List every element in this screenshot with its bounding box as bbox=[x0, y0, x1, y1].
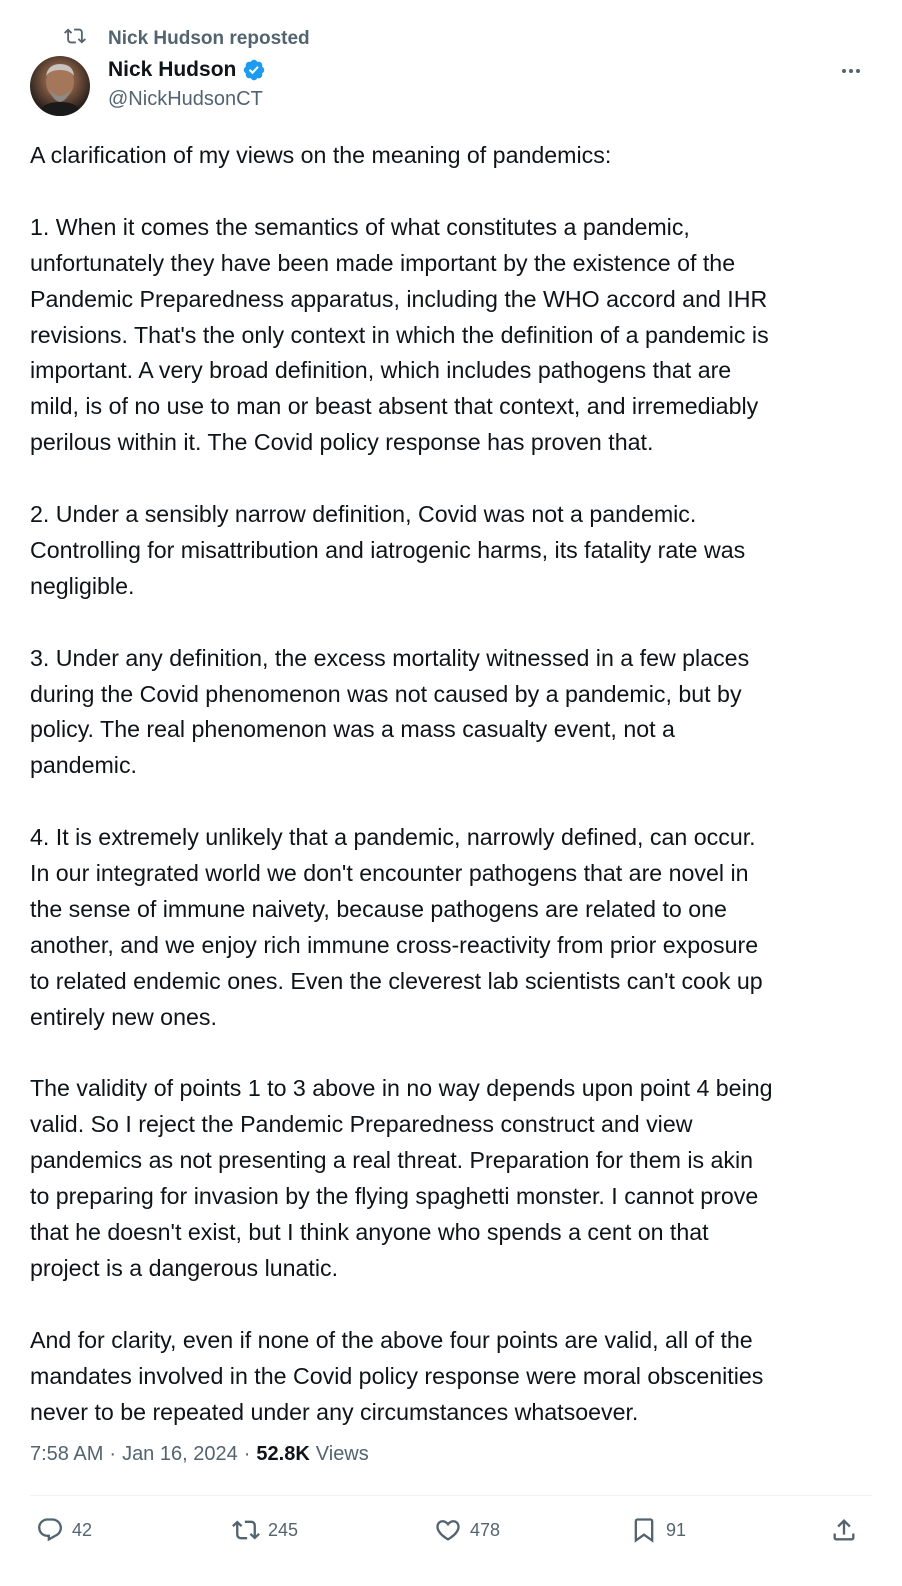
tweet-text-line: revisions. That's the only context in which the definition of a pandemic is bbox=[30, 321, 769, 348]
verified-badge-icon[interactable] bbox=[242, 58, 266, 82]
like-button[interactable] bbox=[434, 1510, 500, 1550]
paragraph-gap bbox=[30, 174, 880, 210]
tweet-text-line: during the Covid phenomenon was not caused by a pandemic, but by bbox=[30, 680, 742, 707]
tweet-time[interactable]: 7:58 AM bbox=[30, 1442, 104, 1465]
author-display-name[interactable]: Nick Hudson bbox=[108, 58, 237, 81]
tweet-text bbox=[30, 138, 880, 1431]
tweet-text-line: 2. Under a sensibly narrow definition, Covid was not a pandemic. bbox=[30, 501, 697, 528]
paragraph-gap bbox=[30, 1036, 880, 1072]
tweet-text-line: important. A very broad definition, which includes pathogens that are bbox=[30, 357, 732, 384]
tweet-text-line: mandates involved in the Covid policy response were moral obscenities bbox=[30, 1362, 764, 1389]
tweet-text-line: 3. Under any definition, the excess mortality witnessed in a few places bbox=[30, 644, 750, 671]
tweet-text-line: mild, is of no use to man or beast absent that context, and irremediably bbox=[30, 393, 759, 420]
tweet-text-line: negligible. bbox=[30, 572, 135, 599]
tweet-text-line: And for clarity, even if none of the above four points are valid, all of the bbox=[30, 1326, 753, 1353]
tweet-text-line: In our integrated world we don't encounter pathogens that are novel in bbox=[30, 860, 749, 887]
share-button[interactable] bbox=[830, 1510, 858, 1550]
paragraph-gap bbox=[30, 461, 880, 497]
tweet-text-line: 1. When it comes the semantics of what constitutes a pandemic, bbox=[30, 213, 690, 240]
author-handle[interactable]: @NickHudsonCT bbox=[108, 88, 263, 110]
bookmark-icon bbox=[630, 1516, 658, 1544]
repost-button[interactable] bbox=[232, 1510, 298, 1550]
paragraph-gap bbox=[30, 1287, 880, 1323]
repost-icon bbox=[232, 1516, 260, 1544]
views-label[interactable]: Views bbox=[315, 1442, 369, 1465]
tweet-text-line: entirely new ones. bbox=[30, 1003, 217, 1030]
action-bar bbox=[30, 1510, 872, 1550]
tweet-date[interactable]: Jan 16, 2024 bbox=[122, 1442, 238, 1465]
tweet-text-line: Controlling for misattribution and iatrogenic harms, its fatality rate was bbox=[30, 536, 746, 563]
author-name-row[interactable] bbox=[108, 56, 266, 84]
repost-count: 245 bbox=[268, 1519, 299, 1540]
tweet-text-line: The validity of points 1 to 3 above in no way depends upon point 4 being bbox=[30, 1075, 773, 1102]
meta-separator: · bbox=[243, 1442, 251, 1465]
tweet-text-line: that he doesn't exist, but I think anyone who spends a cent on that bbox=[30, 1219, 709, 1246]
reply-button[interactable] bbox=[36, 1510, 92, 1550]
views-count[interactable]: 52.8K bbox=[256, 1442, 310, 1465]
tweet-text-line: perilous within it. The Covid policy response has proven that. bbox=[30, 429, 654, 456]
tweet-text-line: to preparing for invasion by the flying spaghetti monster. I cannot prove bbox=[30, 1183, 759, 1210]
tweet-text-line: pandemic. bbox=[30, 752, 137, 779]
tweet-text-line: never to be repeated under any circumstances whatsoever. bbox=[30, 1398, 639, 1425]
reply-count: 42 bbox=[72, 1519, 93, 1540]
tweet-text-line: A clarification of my views on the meaning of pandemics: bbox=[30, 142, 612, 168]
meta-separator: · bbox=[109, 1442, 117, 1465]
repost-indicator-icon bbox=[64, 25, 86, 53]
tweet-text-line: 4. It is extremely unlikely that a pandemic, narrowly defined, can occur. bbox=[30, 824, 756, 851]
tweet-text-line: Pandemic Preparedness apparatus, including the WHO accord and IHR bbox=[30, 285, 768, 312]
tweet-meta bbox=[30, 1438, 369, 1470]
tweet-text-line: unfortunately they have been made important by the existence of the bbox=[30, 249, 736, 276]
avatar[interactable] bbox=[30, 56, 90, 116]
bookmark-count: 91 bbox=[666, 1519, 687, 1540]
share-icon bbox=[830, 1516, 858, 1544]
divider bbox=[30, 1495, 872, 1496]
tweet-text-line: pandemics as not presenting a real threat. Preparation for them is akin bbox=[30, 1147, 754, 1174]
bookmark-button[interactable] bbox=[630, 1510, 686, 1550]
tweet-text-line: project is a dangerous lunatic. bbox=[30, 1255, 339, 1282]
like-count: 478 bbox=[470, 1519, 501, 1540]
paragraph-gap bbox=[30, 784, 880, 820]
repost-indicator-label: Nick Hudson reposted bbox=[108, 28, 310, 49]
tweet-text-line: another, and we enjoy rich immune cross-reactivity from prior exposure bbox=[30, 931, 759, 958]
tweet-text-line: the sense of immune naivety, because pathogens are related to one bbox=[30, 895, 727, 922]
paragraph-gap bbox=[30, 605, 880, 641]
tweet-text-line: valid. So I reject the Pandemic Preparedness construct and view bbox=[30, 1111, 693, 1138]
tweet-text-line: to related endemic ones. Even the cleverest lab scientists can't cook up bbox=[30, 967, 763, 994]
repost-indicator[interactable] bbox=[64, 26, 310, 52]
more-icon[interactable] bbox=[836, 58, 866, 84]
reply-icon bbox=[36, 1516, 64, 1544]
tweet-text-line: policy. The real phenomenon was a mass casualty event, not a bbox=[30, 716, 675, 743]
heart-icon bbox=[434, 1516, 462, 1544]
